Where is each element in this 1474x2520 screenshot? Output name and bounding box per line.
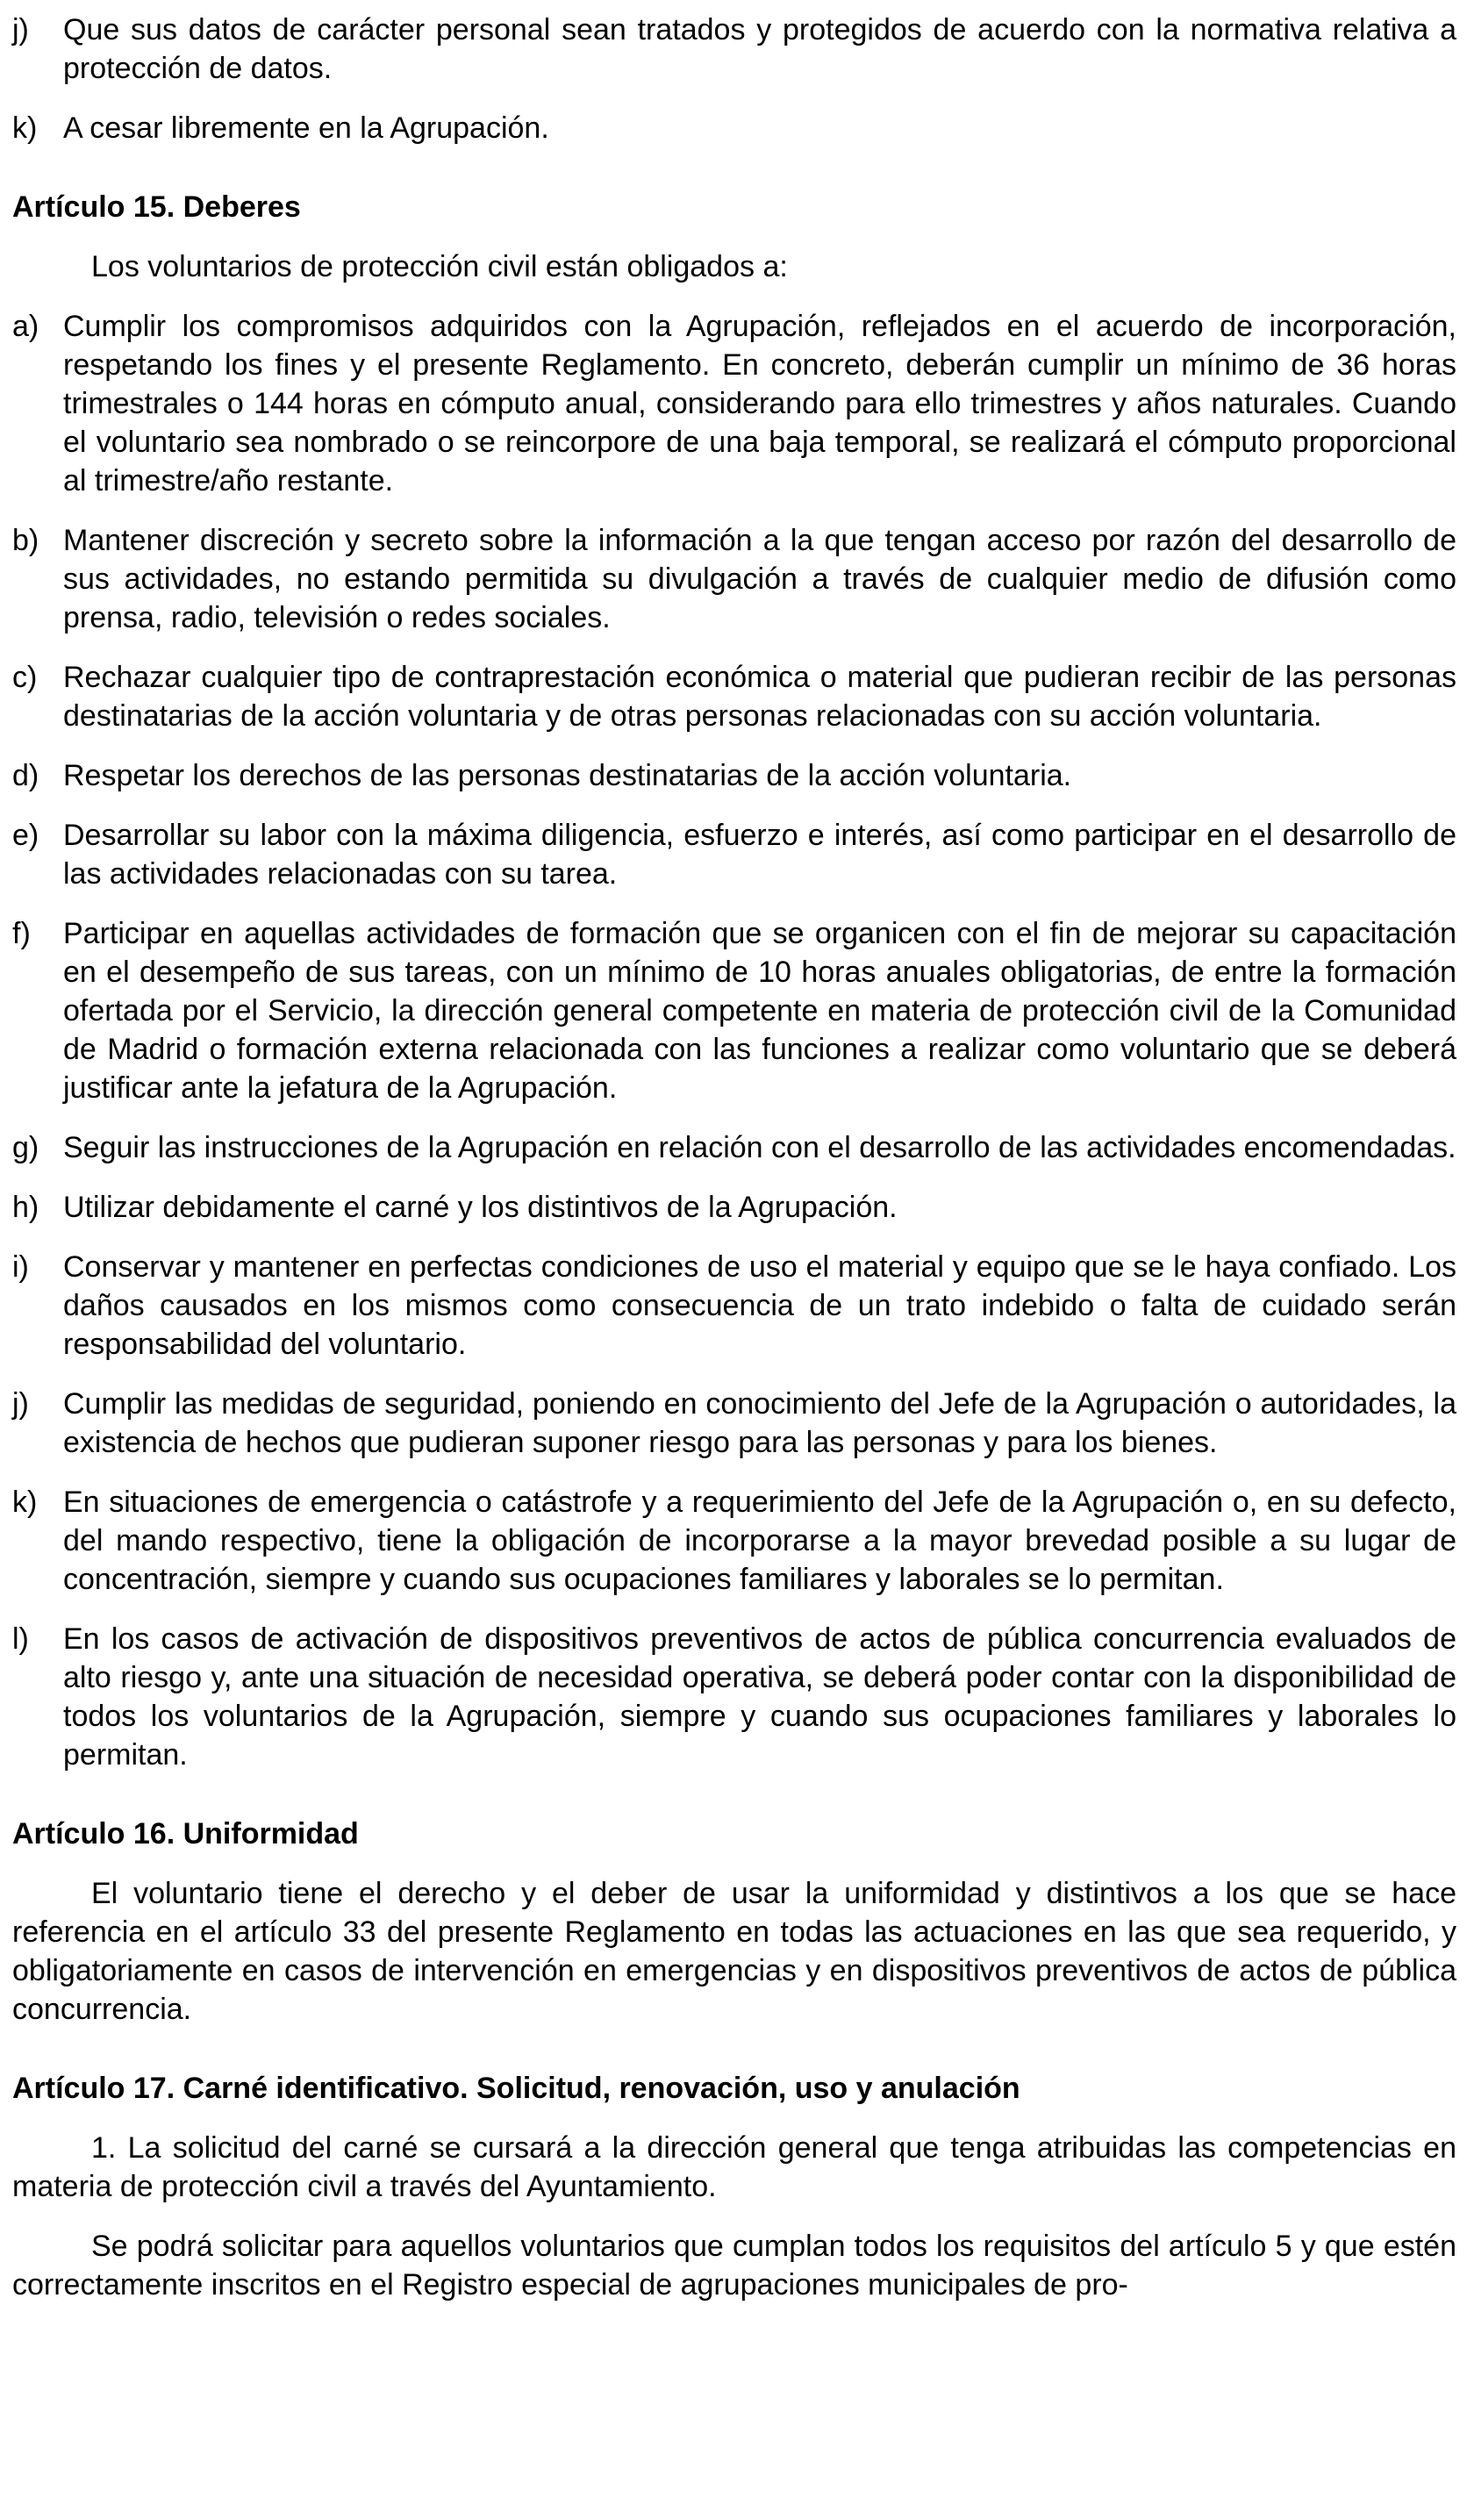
- article-15-heading: Artículo 15. Deberes: [12, 190, 301, 224]
- item-label: k): [12, 111, 38, 145]
- paragraph: 1. La solicitud del carné se cursará a la dirección general que tenga atribuidas las competencias en materia de protección civil a través del Ayuntamiento.: [12, 2131, 1456, 2203]
- list-item: [12, 1248, 1456, 1364]
- list-item: [12, 1385, 1456, 1462]
- list-item: [12, 1188, 1456, 1227]
- item-label: c): [12, 661, 38, 694]
- item-text: Desarrollar su labor con la máxima diligencia, esfuerzo e interés, así como participar en el desarrollo de las actividades relacionadas con su tarea.: [63, 819, 1456, 891]
- list-item: [12, 658, 1456, 735]
- item-text: Conservar y mantener en perfectas condiciones de uso el material y equipo que se le haya confiado. Los daños causados en los mismos como consecuencia de un trato indebido o falta de cuidado serán responsabilidad del voluntario.: [63, 1250, 1456, 1361]
- item-label: f): [12, 917, 31, 950]
- item-text: Seguir las instrucciones de la Agrupación en relación con el desarrollo de las actividades encomendadas.: [63, 1131, 1456, 1164]
- item-text: Que sus datos de carácter personal sean tratados y protegidos de acuerdo con la normativa relativa a protección de datos.: [63, 13, 1456, 85]
- item-text: Participar en aquellas actividades de formación que se organicen con el fin de mejorar su capacitación en el desempeño de sus tareas, con un mínimo de 10 horas anuales obligatorias, de entre la formación ofertada por el Servicio, la dirección general competente en materia de protección civil de la Comunidad de Madrid o formación externa relacionada con las funciones a realizar como voluntario que se deberá justificar ante la jefatura de la Agrupación.: [63, 917, 1456, 1105]
- item-label: j): [12, 13, 29, 47]
- item-text: En los casos de activación de dispositivos preventivos de actos de pública concurrencia evaluados de alto riesgo y, ante una situación de necesidad operativa, se deberá poder contar con la disponibilidad de todos los voluntarios de la Agrupación, siempre y cuando sus ocupaciones familiares y laborales lo permitan.: [63, 1622, 1456, 1772]
- item-text: A cesar libremente en la Agrupación.: [63, 111, 549, 145]
- list-item: [12, 521, 1456, 637]
- item-label: k): [12, 1486, 38, 1519]
- item-label: i): [12, 1250, 29, 1284]
- paragraph: Se podrá solicitar para aquellos voluntarios que cumplan todos los requisitos del artículo 5 y que estén correctamente inscritos en el Registro especial de agrupaciones municipales de pro-: [12, 2230, 1456, 2302]
- duties-list: [12, 307, 1456, 1774]
- rights-list-continued: [12, 11, 1456, 147]
- item-label: j): [12, 1387, 29, 1421]
- item-label: b): [12, 524, 39, 557]
- list-item: [12, 914, 1456, 1107]
- list-item: [12, 11, 1456, 88]
- item-text: Respetar los derechos de las personas destinatarias de la acción voluntaria.: [63, 759, 1072, 792]
- item-text: Cumplir las medidas de seguridad, poniendo en conocimiento del Jefe de la Agrupación o autoridades, la existencia de hechos que pudieran suponer riesgo para las personas y para los bienes.: [63, 1387, 1456, 1459]
- article-15-intro: Los voluntarios de protección civil están obligados a:: [91, 250, 788, 283]
- item-label: e): [12, 819, 39, 852]
- paragraph: El voluntario tiene el derecho y el deber de usar la uniformidad y distintivos a los que se hace referencia en el artículo 33 del presente Reglamento en todas las actuaciones en las que sea requerido, y obligatoriamente en casos de intervención en emergencias y en dispositivos preventivos de actos de pública concurrencia.: [12, 1877, 1456, 2026]
- article-16-heading: Artículo 16. Uniformidad: [12, 1817, 359, 1851]
- list-item: [12, 756, 1456, 795]
- item-label: l): [12, 1622, 29, 1656]
- item-label: g): [12, 1131, 39, 1164]
- list-item: [12, 1620, 1456, 1774]
- item-text: Utilizar debidamente el carné y los distintivos de la Agrupación.: [63, 1191, 898, 1224]
- list-item: [12, 109, 1456, 147]
- article-16-body: [12, 1874, 1456, 2029]
- item-text: Cumplir los compromisos adquiridos con la Agrupación, reflejados en el acuerdo de incorporación, respetando los fines y el presente Reglamento. En concreto, deberán cumplir un mínimo de 36 horas trimestrales o 144 horas en cómputo anual, considerando para ello trimestres y años naturales. Cuando el voluntario sea nombrado o se reincorpore de una baja temporal, se realizará el cómputo proporcional al trimestre/año restante.: [63, 310, 1456, 498]
- list-item: [12, 307, 1456, 500]
- item-label: d): [12, 759, 39, 792]
- list-item: [12, 816, 1456, 893]
- item-label: h): [12, 1191, 39, 1224]
- list-item: [12, 1483, 1456, 1599]
- list-item: [12, 1128, 1456, 1167]
- item-label: a): [12, 310, 39, 343]
- article-17-heading: Artículo 17. Carné identificativo. Solicitud, renovación, uso y anulación: [12, 2072, 1020, 2105]
- item-text: En situaciones de emergencia o catástrofe y a requerimiento del Jefe de la Agrupación o, en su defecto, del mando respectivo, tiene la obligación de incorporarse a la mayor brevedad posible a su lugar de concentración, siempre y cuando sus ocupaciones familiares y laborales se lo permitan.: [63, 1486, 1456, 1596]
- article-17-body: [12, 2129, 1456, 2304]
- item-text: Rechazar cualquier tipo de contraprestación económica o material que pudieran recibir de las personas destinatarias de la acción voluntaria y de otras personas relacionadas con su acción voluntaria.: [63, 661, 1456, 733]
- item-text: Mantener discreción y secreto sobre la información a la que tengan acceso por razón del desarrollo de sus actividades, no estando permitida su divulgación a través de cualquier medio de difusión como prensa, radio, televisión o redes sociales.: [63, 524, 1456, 634]
